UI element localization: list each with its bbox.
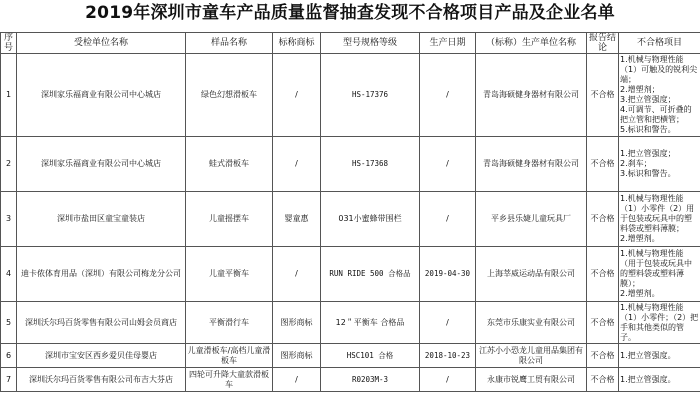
table-header-row: [1, 33, 700, 54]
cell-unit: 深圳沃尔玛百货零售有限公司山姆会员商店: [17, 302, 186, 344]
cell-brand: 图形商标: [273, 302, 321, 344]
cell-items: 1.把立管强度。: [619, 344, 700, 368]
cell-brand: 婴童惠: [273, 192, 321, 247]
table-row: [1, 302, 700, 344]
cell-sample: 儿童滑板车/高档儿童滑板车: [186, 344, 273, 368]
cell-producer: 永康市锐鹰工贸有限公司: [476, 368, 587, 392]
cell-date: 2019-04-30: [420, 247, 476, 302]
cell-model: RUN RIDE 500 合格品: [321, 247, 420, 302]
cell-no: 1: [1, 54, 17, 137]
table-row: [1, 54, 700, 137]
header-date: 生产日期: [420, 33, 476, 54]
cell-producer: 青岛海硕健身器材有限公司: [476, 137, 587, 192]
cell-unit: 深圳家乐福商业有限公司中心城店: [17, 54, 186, 137]
header-producer: （标称）生产单位名称: [476, 33, 587, 54]
cell-producer: 平乡县乐婕儿童玩具厂: [476, 192, 587, 247]
cell-date: 2018-10-23: [420, 344, 476, 368]
cell-sample: 四轮可升降大童款滑板车: [186, 368, 273, 392]
cell-sample: 绿色幻想滑板车: [186, 54, 273, 137]
cell-brand: /: [273, 137, 321, 192]
cell-result: 不合格: [587, 54, 619, 137]
cell-unit: 迪卡侬体育用品（深圳）有限公司梅龙分公司: [17, 247, 186, 302]
results-table: [0, 32, 700, 392]
table-row: [1, 247, 700, 302]
table-row: [1, 192, 700, 247]
cell-result: 不合格: [587, 368, 619, 392]
cell-brand: /: [273, 368, 321, 392]
cell-date: /: [420, 302, 476, 344]
cell-producer: 江苏小小恐龙儿童用品集团有限公司: [476, 344, 587, 368]
cell-model: HS-17368: [321, 137, 420, 192]
cell-sample: 儿童摇摆车: [186, 192, 273, 247]
cell-producer: 上海莘威运动品有限公司: [476, 247, 587, 302]
cell-no: 2: [1, 137, 17, 192]
cell-no: 3: [1, 192, 17, 247]
cell-result: 不合格: [587, 344, 619, 368]
cell-unit: 深圳市盐田区童宝童装店: [17, 192, 186, 247]
cell-result: 不合格: [587, 192, 619, 247]
cell-date: /: [420, 54, 476, 137]
cell-unit: 深圳市宝安区西乡爱贝佳母婴店: [17, 344, 186, 368]
cell-model: HS-17376: [321, 54, 420, 137]
cell-no: 7: [1, 368, 17, 392]
cell-producer: 东莞市乐康实业有限公司: [476, 302, 587, 344]
cell-sample: 蛙式滑板车: [186, 137, 273, 192]
header-brand: 标称商标: [273, 33, 321, 54]
page-title: 2019年深圳市童车产品质量监督抽查发现不合格项目产品及企业名单: [85, 3, 615, 23]
cell-no: 6: [1, 344, 17, 368]
cell-items: 1.把立管强度； 2.刹车； 3.标识和警告。: [619, 137, 700, 192]
cell-model: 12＂平衡车 合格品: [321, 302, 420, 344]
cell-items: 1.把立管强度。: [619, 368, 700, 392]
cell-items: 1.机械与物理性能（1）小零件；（2）把手和其他类似的管子。: [619, 302, 700, 344]
cell-items: 1.机械与物理性能（1）可触及的锐利尖端； 2.增塑剂； 3.把立管强度； 4.可调节、可折叠的把立管和把横管； 5.标识和警告。: [619, 54, 700, 137]
cell-result: 不合格: [587, 247, 619, 302]
cell-date: /: [420, 137, 476, 192]
header-no: 序号: [1, 33, 17, 54]
table-row: [1, 368, 700, 392]
header-result: 报告结论: [587, 33, 619, 54]
cell-producer: 青岛海硕健身器材有限公司: [476, 54, 587, 137]
cell-result: 不合格: [587, 302, 619, 344]
cell-result: 不合格: [587, 137, 619, 192]
cell-items: 1.机械与物理性能（用于包装或玩具中的塑料袋或塑料薄膜）； 2.增塑剂。: [619, 247, 700, 302]
cell-sample: 平衡滑行车: [186, 302, 273, 344]
cell-unit: 深圳沃尔玛百货零售有限公司布吉大芬店: [17, 368, 186, 392]
table-row: [1, 137, 700, 192]
cell-sample: 儿童平衡车: [186, 247, 273, 302]
cell-brand: /: [273, 54, 321, 137]
header-sample: 样品名称: [186, 33, 273, 54]
header-unit: 受检单位名称: [17, 33, 186, 54]
cell-model: R0203M-3: [321, 368, 420, 392]
cell-no: 4: [1, 247, 17, 302]
cell-unit: 深圳家乐福商业有限公司中心城店: [17, 137, 186, 192]
cell-date: /: [420, 192, 476, 247]
cell-brand: 图形商标: [273, 344, 321, 368]
cell-date: /: [420, 368, 476, 392]
header-model: 型号规格等级: [321, 33, 420, 54]
table-row: [1, 344, 700, 368]
cell-items: 1.机械与物理性能（1）小零件（2）用于包装或玩具中的塑料袋或塑料薄膜； 2.增塑剂。: [619, 192, 700, 247]
cell-model: HSC101 合格: [321, 344, 420, 368]
cell-no: 5: [1, 302, 17, 344]
header-items: 不合格项目: [619, 33, 700, 54]
cell-model: 031小蜜蜂带围栏: [321, 192, 420, 247]
cell-brand: /: [273, 247, 321, 302]
